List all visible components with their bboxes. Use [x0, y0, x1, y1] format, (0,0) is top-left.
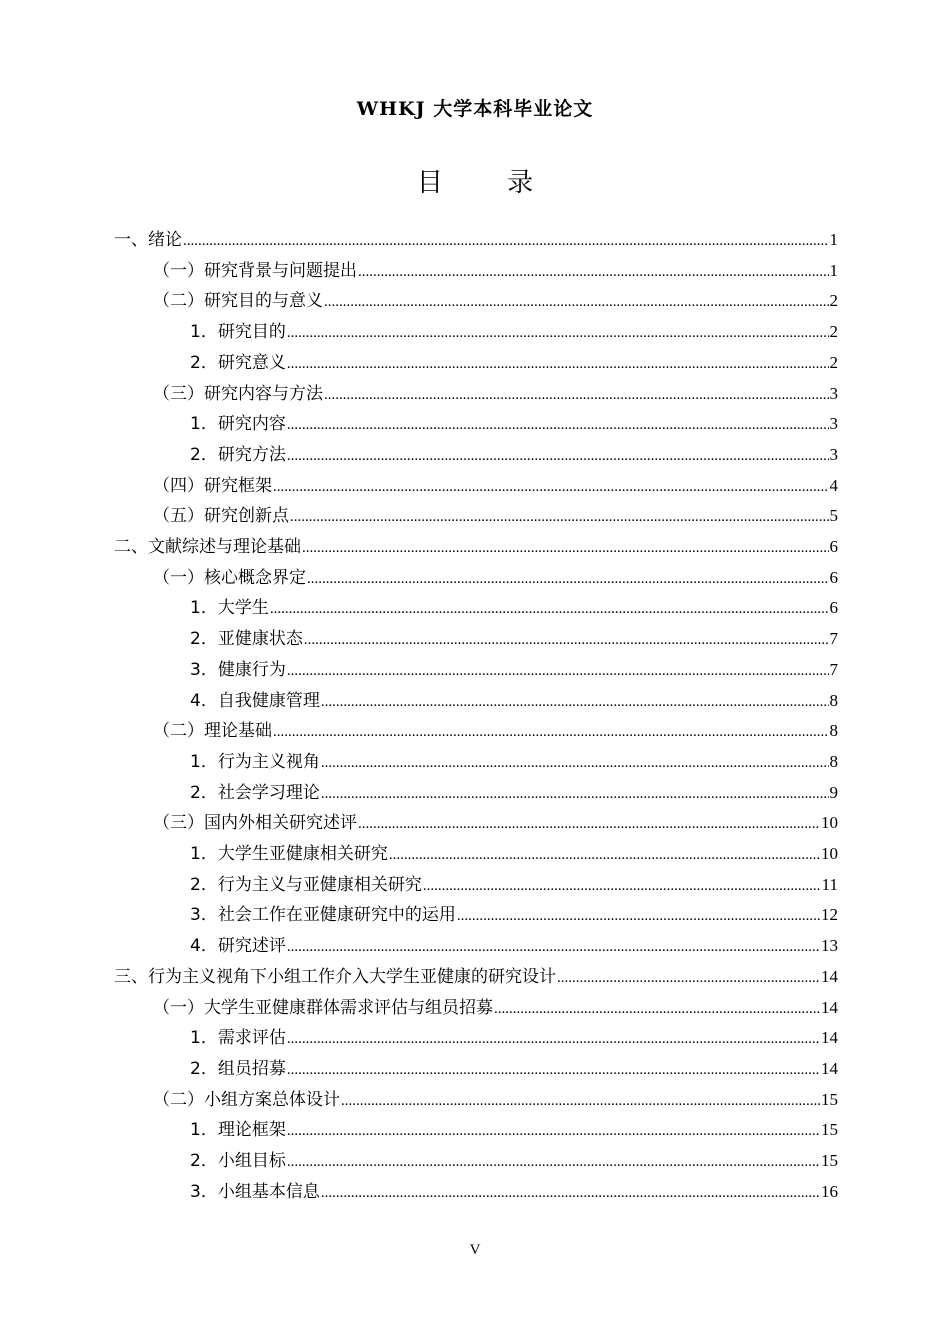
toc-entry-page: 15	[821, 1089, 838, 1109]
toc-entry-text: 2．社会学习理论	[190, 782, 320, 803]
toc-entry-page: 10	[821, 813, 838, 833]
toc-entry[interactable]	[190, 594, 838, 622]
toc-dot-leader	[321, 749, 829, 777]
toc-dot-leader	[494, 995, 820, 1023]
toc-entry-page: 2	[829, 322, 838, 342]
toc-dot-leader	[290, 503, 829, 531]
toc-dot-leader	[321, 688, 829, 716]
toc-entry-text: 三、行为主义视角下小组工作介入大学生亚健康的研究设计	[114, 966, 556, 987]
toc-entry[interactable]	[190, 441, 838, 469]
toc-entry-text: 1．研究内容	[190, 414, 286, 435]
toc-entry-text: （二）小组方案总体设计	[153, 1089, 340, 1110]
toc-entry[interactable]	[153, 564, 838, 592]
toc-title: 目 录	[416, 168, 562, 198]
toc-entry[interactable]	[114, 963, 838, 991]
toc-entry[interactable]	[153, 472, 838, 500]
toc-entry-text: 二、文献综述与理论基础	[114, 537, 301, 557]
toc-dot-leader	[287, 1148, 820, 1176]
toc-dot-leader	[321, 1179, 820, 1207]
toc-entry[interactable]	[190, 656, 838, 684]
toc-dot-leader	[341, 1087, 820, 1115]
toc-entry-text: 2．亚健康状态	[190, 629, 303, 650]
toc-entry-text: 1．大学生亚健康相关研究	[190, 844, 388, 864]
toc-entry-page: 14	[821, 966, 838, 986]
toc-entry-page: 3	[829, 383, 838, 403]
toc-entry-text: 1．行为主义视角	[190, 751, 320, 772]
toc-entry-page: 6	[829, 598, 838, 618]
toc-entry-text: 2．小组目标	[190, 1151, 286, 1171]
toc-dot-leader	[287, 1117, 820, 1145]
toc-dot-leader	[358, 810, 820, 838]
toc-dot-leader	[273, 718, 829, 746]
page-number: V	[469, 1242, 481, 1258]
toc-entry-text: （一）核心概念界定	[153, 567, 306, 588]
toc-entry[interactable]	[153, 809, 838, 837]
toc-entry[interactable]	[153, 287, 838, 315]
toc-entry-page: 7	[829, 659, 838, 679]
toc-entry-text: 2．行为主义与亚健康相关研究	[190, 874, 422, 895]
toc-entry[interactable]	[153, 717, 838, 745]
toc-entry[interactable]	[190, 625, 838, 653]
toc-entry[interactable]	[190, 318, 838, 346]
toc-entry-text: 1．大学生	[190, 598, 269, 619]
toc-entry[interactable]	[190, 779, 838, 807]
toc-entry-text: （三）国内外相关研究述评	[153, 813, 357, 834]
toc-entry[interactable]	[153, 257, 838, 285]
toc-dot-leader	[287, 1056, 820, 1084]
toc-dot-leader	[321, 780, 829, 808]
toc-entry-page: 4	[829, 475, 838, 495]
toc-entry-page: 14	[821, 997, 838, 1017]
toc-entry-page: 15	[821, 1151, 838, 1170]
toc-entry-page: 5	[829, 506, 838, 526]
toc-entry-text: （一）大学生亚健康群体需求评估与组员招募	[153, 997, 493, 1018]
toc-dot-leader	[324, 381, 829, 409]
toc-dot-leader	[270, 595, 829, 623]
toc-entry-text: 一、绪论	[114, 230, 182, 250]
toc-dot-leader	[358, 258, 829, 286]
toc-entry-page: 11	[821, 874, 838, 894]
toc-entry-text: 3．小组基本信息	[190, 1181, 320, 1202]
toc-entry-text: （二）研究目的与意义	[153, 291, 323, 312]
toc-entry[interactable]	[190, 748, 838, 776]
toc-entry-text: （二）理论基础	[153, 721, 272, 742]
toc-entry-page: 13	[821, 936, 838, 956]
toc-dot-leader	[557, 964, 820, 992]
toc-entry-text: 4．自我健康管理	[190, 690, 320, 711]
toc-dot-leader	[287, 350, 829, 378]
toc-entry-text: （五）研究创新点	[153, 506, 289, 527]
toc-entry[interactable]	[190, 410, 838, 438]
toc-dot-leader	[183, 227, 829, 255]
toc-entry-text: 1．理论框架	[190, 1120, 286, 1141]
toc-dot-leader	[287, 1025, 820, 1053]
toc-entry[interactable]	[190, 1116, 838, 1144]
toc-entry-page: 2	[829, 352, 838, 372]
toc-dot-leader	[273, 473, 829, 501]
toc-entry-page: 12	[821, 905, 838, 925]
toc-entry[interactable]	[190, 901, 838, 929]
toc-entry-page: 16	[821, 1181, 838, 1201]
toc-entry[interactable]	[153, 380, 838, 408]
toc-dot-leader	[302, 534, 829, 562]
toc-entry-page: 15	[821, 1120, 838, 1140]
document-header: WHKJ 大学本科毕业论文	[356, 98, 594, 120]
toc-entry-text: 4．研究述评	[190, 936, 286, 957]
toc-entry-page: 14	[821, 1028, 838, 1048]
toc-entry-page: 3	[829, 414, 838, 434]
toc-entry-page: 14	[821, 1058, 838, 1078]
toc-entry-text: 1．研究目的	[190, 322, 286, 343]
toc-dot-leader	[304, 626, 829, 654]
toc-dot-leader	[287, 319, 829, 347]
toc-dot-leader	[389, 841, 820, 869]
toc-dot-leader	[287, 442, 829, 470]
toc-entry-text: （一）研究背景与问题提出	[153, 260, 357, 281]
toc-entry[interactable]	[153, 994, 838, 1022]
toc-entry-page: 10	[821, 844, 838, 863]
toc-dot-leader	[287, 657, 829, 685]
toc-entry-page: 1	[829, 230, 838, 249]
toc-entry-page: 9	[829, 782, 838, 802]
toc-entry-page: 8	[829, 690, 838, 710]
toc-dot-leader	[287, 933, 820, 961]
toc-entry-page: 2	[829, 291, 838, 311]
toc-entry-page: 1	[829, 260, 838, 280]
toc-dot-leader	[307, 565, 829, 593]
toc-entry-page: 3	[829, 444, 838, 464]
toc-entry[interactable]	[190, 1055, 838, 1083]
toc-entry[interactable]	[190, 1178, 838, 1206]
toc-entry-text: 2．研究意义	[190, 352, 286, 373]
toc-entry[interactable]	[190, 932, 838, 960]
toc-entry-page: 8	[829, 751, 838, 771]
toc-entry[interactable]	[190, 1024, 838, 1052]
toc-dot-leader	[287, 411, 829, 439]
toc-entry-text: 3．社会工作在亚健康研究中的运用	[190, 905, 456, 926]
toc-entry-text: 2．组员招募	[190, 1058, 286, 1079]
toc-entry[interactable]	[190, 840, 838, 868]
toc-entry-text: 1．需求评估	[190, 1028, 286, 1049]
toc-entry[interactable]	[190, 349, 838, 377]
toc-entry[interactable]	[190, 871, 838, 899]
toc-dot-leader	[457, 902, 820, 930]
toc-entry-page: 6	[829, 567, 838, 587]
toc-entry-page: 8	[829, 721, 838, 741]
toc-entry[interactable]	[114, 226, 838, 254]
toc-entry[interactable]	[190, 687, 838, 715]
toc-entry-text: （三）研究内容与方法	[153, 383, 323, 404]
toc-entry[interactable]	[190, 1147, 838, 1175]
toc-dot-leader	[324, 288, 829, 316]
toc-entry-text: 3．健康行为	[190, 659, 286, 680]
toc-entry-text: 2．研究方法	[190, 444, 286, 465]
toc-entry-page: 7	[829, 629, 838, 649]
toc-entry-page: 6	[829, 537, 838, 556]
toc-entry[interactable]	[153, 502, 838, 530]
toc-dot-leader	[423, 872, 821, 900]
toc-entry[interactable]	[114, 533, 838, 561]
toc-entry-text: （四）研究框架	[153, 475, 272, 496]
toc-entry[interactable]	[153, 1086, 838, 1114]
